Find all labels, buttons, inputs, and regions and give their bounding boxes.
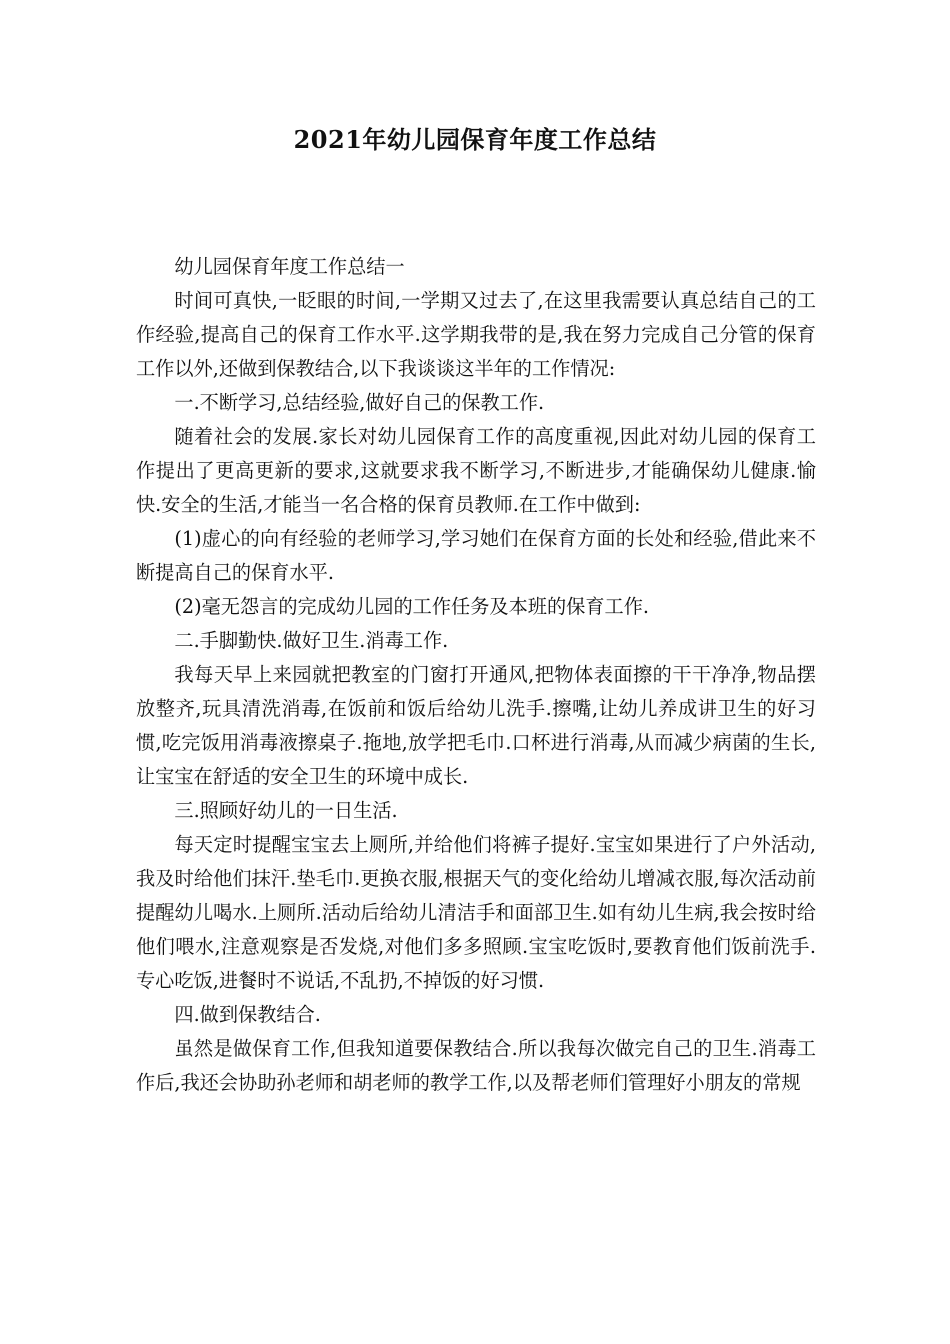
paragraph-body-1: 随着社会的发展.家长对幼儿园保育工作的高度重视,因此对幼儿园的保育工作提出了更高更新的要求,这就要求我不断学习,不断进步,才能确保幼儿健康.愉快.安全的生活,才能当一名合格的保育员教师.在工作中做到: bbox=[136, 425, 816, 516]
paragraph-body-4: 虽然是做保育工作,但我知道要保教结合.所以我每次做完自己的卫生.消毒工作后,我还会协助孙老师和胡老师的教学工作,以及帮老师们管理好小朋友的常规 bbox=[136, 1037, 816, 1094]
paragraph-item-1: (1)虚心的向有经验的老师学习,学习她们在保育方面的长处和经验,借此来不断提高自己的保育水平. bbox=[136, 527, 816, 584]
paragraph-heading-1: 一.不断学习,总结经验,做好自己的保教工作. bbox=[174, 391, 545, 414]
paragraph-heading-4: 四.做到保教结合. bbox=[174, 1003, 321, 1026]
paragraph-section-heading: 幼儿园保育年度工作总结一 bbox=[174, 255, 405, 278]
paragraph-body-2: 我每天早上来园就把教室的门窗打开通风,把物体表面擦的干干净净,物品摆放整齐,玩具清洗消毒,在饭前和饭后给幼儿洗手.擦嘴,让幼儿养成讲卫生的好习惯,吃完饭用消毒液擦桌子.拖地,放学把毛巾.口杯进行消毒,从而减少病菌的生长,让宝宝在舒适的安全卫生的环境中成长. bbox=[136, 663, 816, 788]
paragraph-item-2: (2)毫无怨言的完成幼儿园的工作任务及本班的保育工作. bbox=[174, 595, 649, 618]
document-body bbox=[136, 250, 816, 1100]
paragraph-heading-2: 二.手脚勤快.做好卫生.消毒工作. bbox=[174, 629, 449, 652]
paragraph-heading-3: 三.照顾好幼儿的一日生活. bbox=[174, 799, 398, 822]
paragraph-body-3: 每天定时提醒宝宝去上厕所,并给他们将裤子提好.宝宝如果进行了户外活动,我及时给他们抹汗.垫毛巾.更换衣服,根据天气的变化给幼儿增减衣服,每次活动前提醒幼儿喝水.上厕所.活动后给幼儿清洁手和面部卫生.如有幼儿生病,我会按时给他们喂水,注意观察是否发烧,对他们多多照顾.宝宝吃饭时,要教育他们饭前洗手.专心吃饭,进餐时不说话,不乱扔,不掉饭的好习惯. bbox=[136, 833, 816, 992]
paragraph-intro: 时间可真快,一眨眼的时间,一学期又过去了,在这里我需要认真总结自己的工作经验,提高自己的保育工作水平.这学期我带的是,我在努力完成自己分管的保育工作以外,还做到保教结合,以下我谈谈这半年的工作情况: bbox=[136, 289, 816, 380]
document-title: 2021年幼儿园保育年度工作总结 bbox=[293, 125, 657, 154]
